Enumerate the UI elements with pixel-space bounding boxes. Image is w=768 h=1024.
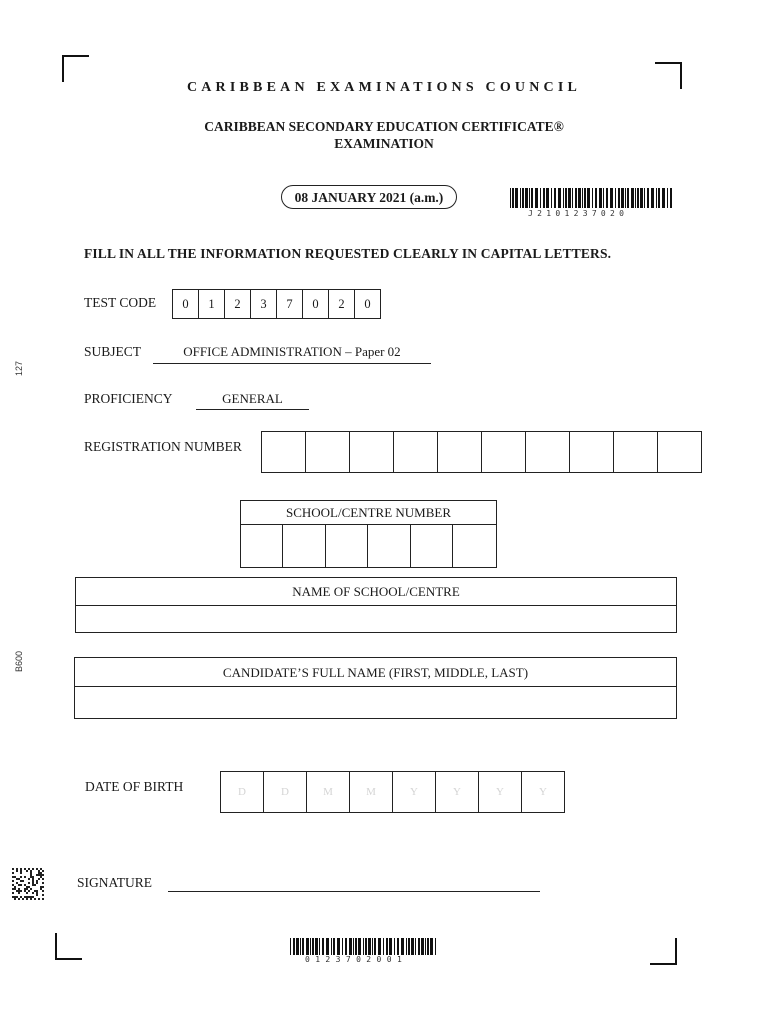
qr-code [12, 868, 44, 900]
barcode-bar [337, 938, 340, 955]
qr-module [26, 886, 28, 888]
barcode-bar [647, 188, 649, 208]
registration-number-boxes [262, 431, 702, 473]
barcode-bar [333, 938, 335, 955]
barcode-bar [658, 188, 660, 208]
qr-module [40, 868, 42, 870]
top-barcode-number: J2101237020 [528, 209, 629, 218]
registration-number-cell[interactable] [569, 431, 614, 473]
test-code-digit-box: 2 [224, 289, 251, 319]
qr-module [26, 896, 28, 898]
test-code-label: TEST CODE [84, 295, 157, 310]
date-of-birth-cell[interactable]: Y [392, 771, 436, 813]
barcode-bar [558, 188, 561, 208]
barcode-bar [656, 188, 657, 208]
barcode-bar [421, 938, 424, 955]
school-centre-number-box [240, 500, 497, 568]
barcode-bar [621, 188, 624, 208]
barcode-bar [531, 188, 533, 208]
barcode-bar [394, 938, 395, 955]
qr-module [20, 890, 22, 892]
qr-module [32, 880, 34, 882]
barcode-bar [637, 188, 639, 208]
barcode-bar [389, 938, 392, 955]
barcode-bar [319, 938, 320, 955]
barcode-bar [510, 188, 511, 208]
school-centre-number-cell[interactable] [240, 525, 283, 568]
qr-module [22, 880, 24, 882]
qr-module [28, 886, 30, 888]
top-barcode-bars [510, 188, 675, 208]
barcode-bar [595, 188, 597, 208]
barcode-bar [401, 938, 404, 955]
barcode-bar [306, 938, 309, 955]
qr-module [24, 876, 26, 878]
candidate-name-box [74, 657, 677, 719]
qr-module [40, 876, 42, 878]
barcode-bar [578, 188, 581, 208]
qr-module [24, 890, 26, 892]
qr-module [20, 884, 22, 886]
barcode-bar [368, 938, 371, 955]
barcode-bar [618, 188, 620, 208]
barcode-bar [543, 188, 545, 208]
school-centre-number-cells [241, 525, 496, 568]
barcode-bar [312, 938, 314, 955]
date-of-birth-boxes [221, 771, 565, 813]
qr-module [18, 884, 20, 886]
signature-line[interactable] [168, 890, 540, 892]
qr-module [26, 870, 28, 872]
qr-module [12, 872, 14, 874]
barcode-bar [365, 938, 367, 955]
crop-mark-bottom-left [55, 933, 82, 960]
qr-module [38, 874, 40, 876]
qr-module [20, 872, 22, 874]
barcode-bar [355, 938, 357, 955]
qr-module [14, 896, 16, 898]
qr-module [12, 888, 14, 890]
test-code-digit-box: 7 [276, 289, 303, 319]
barcode-bar [563, 188, 564, 208]
test-code-digit-box: 0 [354, 289, 381, 319]
qr-module [40, 872, 42, 874]
barcode-bar [358, 938, 361, 955]
bottom-barcode-bars [290, 938, 440, 955]
qr-module [24, 884, 26, 886]
registration-number-cell[interactable] [481, 431, 526, 473]
qr-module [28, 868, 30, 870]
barcode-bar [408, 938, 410, 955]
qr-module [28, 890, 30, 892]
qr-module [40, 886, 42, 888]
barcode-bar [535, 188, 538, 208]
certificate-title [0, 118, 768, 152]
qr-module [30, 874, 32, 876]
qr-module [32, 876, 34, 878]
school-centre-number-cell[interactable] [452, 525, 495, 568]
side-page-number: 127 [14, 360, 24, 376]
crop-mark-bottom-right [650, 938, 677, 965]
qr-module [20, 876, 22, 878]
barcode-bar [667, 188, 668, 208]
qr-module [16, 870, 18, 872]
qr-module [28, 878, 30, 880]
qr-module [30, 896, 32, 898]
qr-module [42, 874, 44, 876]
proficiency-value: GENERAL [196, 391, 309, 410]
qr-code-graphic [12, 868, 44, 900]
school-name-label: NAME OF SCHOOL/CENTRE [76, 578, 676, 606]
test-code-digit-box: 3 [250, 289, 277, 319]
barcode-bar [662, 188, 665, 208]
barcode-bar [572, 188, 573, 208]
barcode-bar [296, 938, 299, 955]
qr-module [20, 870, 22, 872]
registration-number-cell[interactable] [349, 431, 394, 473]
registration-number-label: REGISTRATION NUMBER [84, 439, 242, 454]
registration-number-cell[interactable] [437, 431, 482, 473]
qr-module [24, 896, 26, 898]
qr-module [32, 884, 34, 886]
barcode-bar [430, 938, 433, 955]
qr-module [42, 882, 44, 884]
qr-module [28, 896, 30, 898]
qr-module [20, 868, 22, 870]
qr-module [36, 882, 38, 884]
school-name-field[interactable] [76, 606, 676, 632]
council-title: CARIBBEAN EXAMINATIONS COUNCIL [186, 80, 582, 95]
candidate-name-field[interactable] [75, 687, 676, 718]
barcode-bar [670, 188, 672, 208]
barcode-bar [635, 188, 636, 208]
qr-module [38, 898, 40, 900]
test-code-boxes [173, 289, 381, 319]
barcode-bar [554, 188, 556, 208]
qr-module [30, 876, 32, 878]
qr-module [12, 884, 14, 886]
qr-module [14, 898, 16, 900]
barcode-bar [378, 938, 381, 955]
qr-module [14, 888, 16, 890]
qr-module [42, 890, 44, 892]
registration-number-cell[interactable] [393, 431, 438, 473]
barcode-bar [411, 938, 414, 955]
qr-module [40, 874, 42, 876]
qr-module [26, 898, 28, 900]
qr-module [16, 890, 18, 892]
barcode-bar [345, 938, 347, 955]
barcode-bar [529, 188, 530, 208]
qr-module [36, 892, 38, 894]
registration-number-cell[interactable] [657, 431, 702, 473]
instruction-text: FILL IN ALL THE INFORMATION REQUESTED CLEARLY IN CAPITAL LETTERS. [84, 246, 612, 261]
qr-module [42, 898, 44, 900]
qr-module [18, 890, 20, 892]
barcode-bar [610, 188, 613, 208]
barcode-bar [565, 188, 567, 208]
barcode-bar [625, 188, 626, 208]
subject-value: OFFICE ADMINISTRATION – Paper 02 [153, 344, 431, 364]
barcode-bar [627, 188, 629, 208]
qr-module [34, 898, 36, 900]
barcode-bar [599, 188, 602, 208]
barcode-bar [520, 188, 521, 208]
barcode-bar [425, 938, 426, 955]
qr-module [36, 874, 38, 876]
barcode-bar [512, 188, 514, 208]
barcode-bar [522, 188, 524, 208]
qr-module [42, 886, 44, 888]
barcode-bar [615, 188, 616, 208]
qr-module [26, 888, 28, 890]
barcode-bar [302, 938, 304, 955]
qr-module [32, 892, 34, 894]
barcode-bar [310, 938, 311, 955]
barcode-bar [353, 938, 354, 955]
barcode-bar [582, 188, 583, 208]
qr-module [12, 868, 14, 870]
qr-module [24, 888, 26, 890]
registration-number-cell[interactable] [305, 431, 350, 473]
crop-mark-top-left [62, 55, 89, 82]
qr-module [12, 876, 14, 878]
qr-module [16, 868, 18, 870]
qr-module [36, 890, 38, 892]
barcode-bar [603, 188, 604, 208]
subject-label: SUBJECT [84, 344, 142, 359]
barcode-bar [427, 938, 429, 955]
barcode-bar [551, 188, 552, 208]
qr-module [18, 888, 20, 890]
barcode-bar [651, 188, 654, 208]
qr-module [38, 872, 40, 874]
qr-module [18, 892, 20, 894]
qr-module [20, 896, 22, 898]
qr-module [30, 872, 32, 874]
barcode-bar [372, 938, 373, 955]
school-centre-number-label: SCHOOL/CENTRE NUMBER [241, 501, 496, 525]
candidate-name-label: CANDIDATE’S FULL NAME (FIRST, MIDDLE, LAST) [75, 658, 676, 687]
registration-number-cell[interactable] [613, 431, 658, 473]
qr-module [38, 870, 40, 872]
qr-module [14, 886, 16, 888]
barcode-bar [363, 938, 364, 955]
barcode-bar [435, 938, 436, 955]
qr-module [32, 868, 34, 870]
barcode-bar [640, 188, 643, 208]
test-code-digit-box: 0 [172, 289, 199, 319]
barcode-bar [386, 938, 388, 955]
qr-module [42, 870, 44, 872]
barcode-bar [300, 938, 301, 955]
signature-label: SIGNATURE [77, 875, 153, 890]
qr-module [12, 892, 14, 894]
barcode-bar [293, 938, 295, 955]
top-barcode [510, 188, 675, 218]
barcode-bar [568, 188, 571, 208]
barcode-bar [322, 938, 324, 955]
qr-module [32, 878, 34, 880]
qr-module [34, 890, 36, 892]
barcode-bar [342, 938, 343, 955]
date-of-birth-cell[interactable]: Y [521, 771, 565, 813]
barcode-bar [331, 938, 332, 955]
date-of-birth-label: DATE OF BIRTH [85, 779, 184, 794]
date-of-birth-cell[interactable]: D [263, 771, 307, 813]
school-centre-number-cell[interactable] [367, 525, 411, 568]
qr-module [20, 880, 22, 882]
qr-module [36, 880, 38, 882]
qr-module [30, 898, 32, 900]
barcode-bar [406, 938, 407, 955]
barcode-bar [415, 938, 416, 955]
qr-module [30, 870, 32, 872]
qr-module [32, 882, 34, 884]
barcode-bar [606, 188, 608, 208]
qr-module [38, 878, 40, 880]
qr-module [18, 878, 20, 880]
barcode-bar [525, 188, 528, 208]
qr-module [16, 878, 18, 880]
school-name-box [75, 577, 677, 633]
test-code-digit-box: 2 [328, 289, 355, 319]
qr-module [42, 878, 44, 880]
barcode-bar [374, 938, 376, 955]
qr-module [36, 868, 38, 870]
qr-module [16, 882, 18, 884]
qr-module [22, 898, 24, 900]
certificate-line-2: EXAMINATION [334, 136, 434, 151]
barcode-bar [349, 938, 352, 955]
test-code-digit-box: 0 [302, 289, 329, 319]
barcode-bar [575, 188, 577, 208]
barcode-bar [515, 188, 518, 208]
date-of-birth-cell[interactable]: M [349, 771, 393, 813]
side-form-code: B600 [14, 650, 24, 672]
qr-module [18, 898, 20, 900]
registration-number-cell[interactable] [525, 431, 570, 473]
date-of-birth-cell[interactable]: M [306, 771, 350, 813]
qr-module [26, 892, 28, 894]
date-of-birth-cell[interactable]: Y [478, 771, 522, 813]
barcode-bar [326, 938, 329, 955]
test-code-digit-box: 1 [198, 289, 225, 319]
proficiency-label: PROFICIENCY [84, 391, 173, 406]
barcode-bar [631, 188, 634, 208]
certificate-line-1: CARIBBEAN SECONDARY EDUCATION CERTIFICATE® [204, 119, 564, 134]
school-centre-number-cell[interactable] [282, 525, 326, 568]
qr-module [36, 894, 38, 896]
bottom-barcode-number: 0123702001 [305, 955, 408, 964]
barcode-bar [290, 938, 291, 955]
qr-module [24, 868, 26, 870]
barcode-bar [644, 188, 645, 208]
qr-module [14, 876, 16, 878]
qr-module [28, 882, 30, 884]
barcode-bar [546, 188, 549, 208]
qr-module [40, 888, 42, 890]
date-of-birth-cell[interactable]: D [220, 771, 264, 813]
exam-date-badge: 08 JANUARY 2021 (a.m.) [281, 185, 457, 209]
bottom-barcode [290, 938, 440, 964]
barcode-bar [397, 938, 399, 955]
barcode-bar [592, 188, 593, 208]
qr-module [42, 894, 44, 896]
qr-module [16, 896, 18, 898]
qr-module [34, 884, 36, 886]
barcode-bar [315, 938, 318, 955]
barcode-bar [587, 188, 590, 208]
qr-module [12, 880, 14, 882]
barcode-bar [584, 188, 586, 208]
qr-module [30, 888, 32, 890]
qr-module [12, 896, 14, 898]
date-of-birth-cell[interactable]: Y [435, 771, 479, 813]
barcode-bar [418, 938, 420, 955]
school-centre-number-cell[interactable] [325, 525, 369, 568]
barcode-bar [540, 188, 541, 208]
barcode-bar [383, 938, 384, 955]
registration-number-cell[interactable] [261, 431, 306, 473]
qr-module [32, 896, 34, 898]
school-centre-number-cell[interactable] [410, 525, 454, 568]
